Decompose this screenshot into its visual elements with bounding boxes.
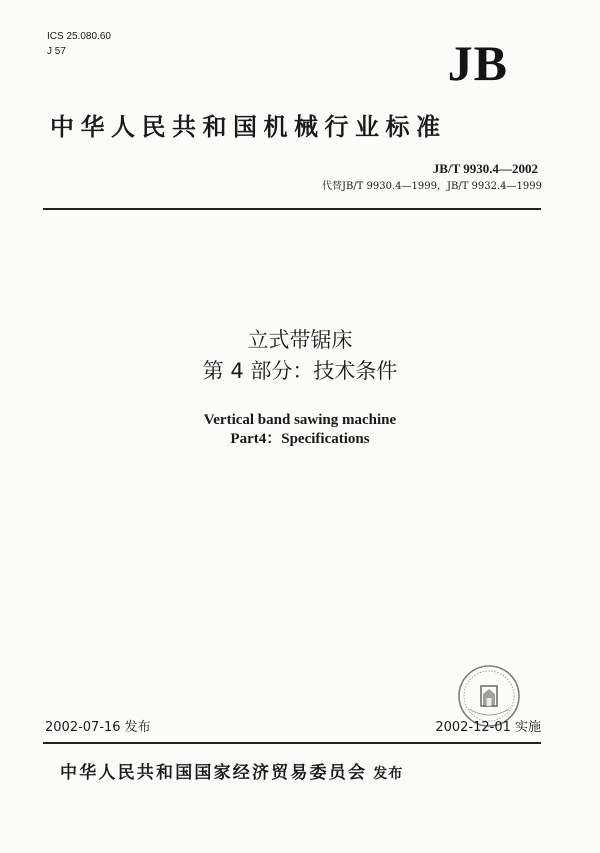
publisher-action: 发布 [373, 766, 404, 782]
standard-category-title: 中华人民共和国机械行业标准 [50, 113, 447, 141]
ics-code: ICS 25.080.60 [47, 31, 111, 42]
jb-logo: JB [447, 35, 508, 91]
title-cn-part: 第 4 部分：技术条件 [202, 359, 398, 383]
bottom-divider [43, 742, 541, 744]
standard-number: JB/T 9930.4—2002 [432, 161, 538, 176]
publisher-name: 中华人民共和国国家经济贸易委员会 [60, 763, 368, 783]
top-divider [43, 208, 541, 210]
implementation-date: 2002-12-01 实施 [435, 720, 541, 735]
publisher-line [60, 760, 403, 787]
replaces-note: 代替JB/T 9930.4—1999，JB/T 9932.4—1999 [321, 181, 542, 192]
issue-date: 2002-07-16 发布 [45, 720, 151, 735]
title-cn-main: 立式带锯床 [247, 328, 353, 352]
title-en-main: Vertical band sawing machine [203, 412, 397, 428]
title-en-part: Part4：Specifications [230, 431, 370, 447]
ccs-code: J 57 [47, 46, 66, 57]
